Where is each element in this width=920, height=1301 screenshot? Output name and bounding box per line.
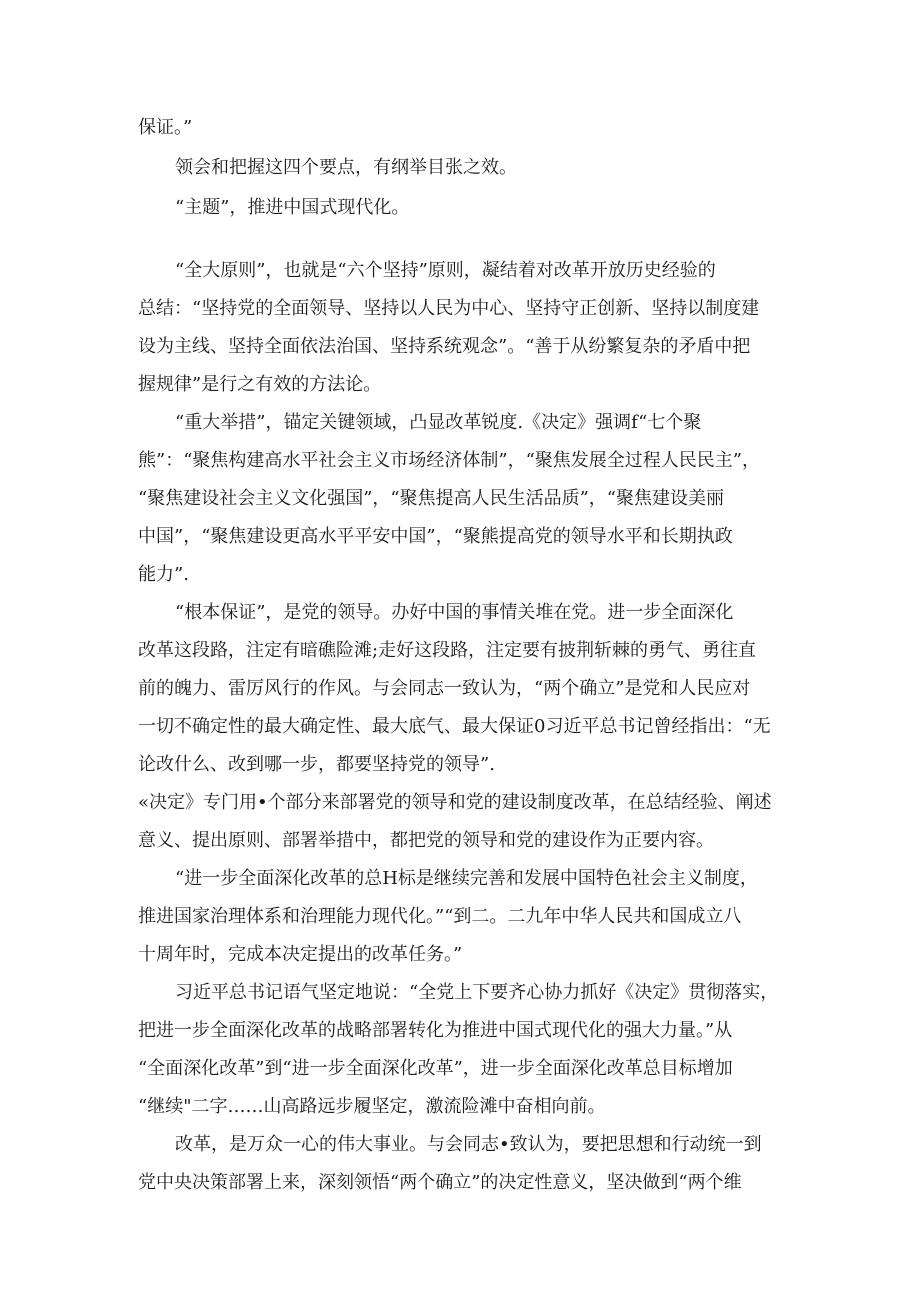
text-line: 论改什么、改到哪一步，都要坚持党的领导”.	[138, 754, 495, 775]
text-line: 中国”，“聚焦建设更高水平平安中国”，“聚熊提高党的领导水平和长期执政	[138, 526, 733, 547]
text-line: 前的魄力、雷厉风行的作风。与会同志一致认为，“两个确立”是党和人民应对	[138, 678, 751, 699]
text-line: «决定》专门用•个部分来部署党的领导和党的建设制度改革，在总结经验、阐述	[138, 792, 772, 813]
text-line: “根本保证”，是党的领导。办好中国的事情关堆在党。进一步全面深化	[175, 602, 734, 623]
text-line: “聚焦建设社会主义文化强国”，“聚焦提高人民生活品质”，“聚焦建设美丽	[138, 488, 725, 509]
text-line: 改革，是万众一心的伟大事业。与会同志•致认为，要把思想和行动统一到	[175, 1134, 762, 1155]
text-line: 握规律”是行之有效的方法论。	[138, 374, 382, 395]
text-line: “全面深化改革”到“进一步全面深化改革”，进一步全面深化改革总目标增加	[138, 1058, 733, 1079]
text-line: 意义、提出原则、部署举措中，都把党的领导和党的建设作为正要内容。	[138, 830, 714, 851]
text-line: 十周年时，完成本决定提出的改革任务。”	[138, 944, 463, 965]
text-line: 总结：“坚持党的全面领导、坚持以人民为中心、坚持守正创新、坚持以制度建	[138, 298, 760, 319]
text-line: 熊”：“聚焦构建高水平社会主义市场经济体制”，“聚焦发展全过程人民民主”，	[138, 450, 761, 471]
text-line: “重大举措”，锚定关键领域，凸显改革锐度.《决定》强调f“七个聚	[175, 412, 702, 433]
text-line: “全大原则”，也就是“六个坚持”原则，凝结着对改革开放历史经验的	[175, 260, 716, 281]
text-line: “继续"二字……山高路远步履坚定，激流险滩中奋相向前。	[138, 1096, 606, 1117]
text-line: “进一步全面深化改革的总H标是继续完善和发展中国特色社会主义制度，	[175, 868, 758, 889]
text-line: 设为主线、坚持全面依法治国、坚持系统观念”。“善于从纷繁复杂的矛盾中把	[138, 336, 751, 357]
text-line: 党中央决策部署上来，深刻领悟“两个确立”的决定性意义，坚决做到“两个维	[138, 1172, 742, 1193]
text-line: “主题”，推进中国式现代化。	[175, 197, 410, 218]
text-line: 推进国家治理体系和治理能力现代化。”“到二。二九年中华人民共和国成立八	[138, 906, 742, 927]
text-line: 改革这段路，注定有暗礁险滩;走好这段路，注定要有披荆斩棘的勇气、勇往直	[138, 640, 757, 661]
text-line: 一切不确定性的最大确定性、最大底气、最大保证0习近平总书记曾经指出：“无	[138, 716, 771, 737]
text-line: 把进一步全面深化改革的战略部署转化为推进中国式现代化的强大力量。”从	[138, 1020, 733, 1041]
text-line: 能力”.	[138, 564, 189, 585]
text-line: 领会和把握这四个要点，有纲举目张之效。	[175, 157, 517, 178]
text-line: 习近平总书记语气坚定地说：“全党上下要齐心协力抓好《决定》贯彻落实，	[175, 982, 779, 1003]
text-line: 保证。”	[138, 117, 193, 138]
